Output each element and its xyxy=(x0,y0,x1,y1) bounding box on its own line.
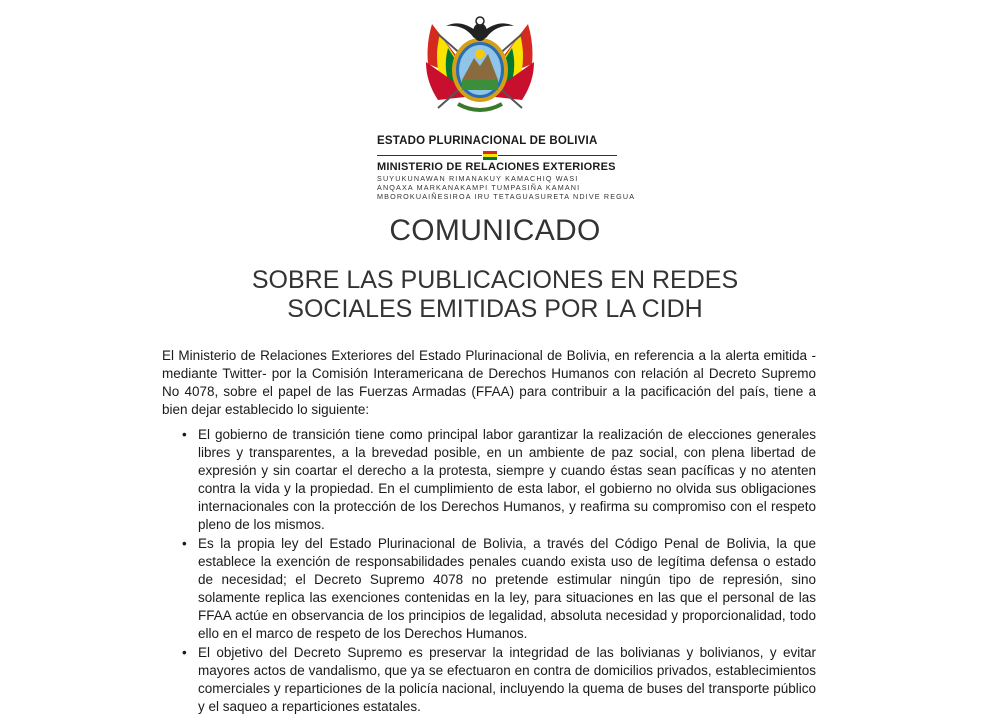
list-item xyxy=(162,535,816,643)
document-subtitle xyxy=(0,266,990,324)
intro-paragraph: El Ministerio de Relaciones Exteriores del Estado Plurinacional de Bolivia, en referencia a la alerta emitida -mediante Twitter- por la Comisión Interamericana de Derechos Humanos con relación al Decreto Supremo No 4078, sobre el papel de las Fuerzas Armadas (FFAA) para contribuir a la pacificación del país, tiene a bien dejar establecido lo siguiente: xyxy=(162,348,816,417)
ministry-name-quechua: SUYUKUNAWAN RIMANAKUY KAMACHIQ WASI xyxy=(377,174,579,183)
statement-list xyxy=(162,426,816,717)
bullet-icon: • xyxy=(182,427,187,442)
bolivia-flag-icon xyxy=(482,150,498,161)
subtitle-line: SOCIALES EMITIDAS POR LA CIDH xyxy=(287,295,703,323)
ministry-name: MINISTERIO DE RELACIONES EXTERIORES xyxy=(377,161,616,173)
state-name: ESTADO PLURINACIONAL DE BOLIVIA xyxy=(377,135,598,147)
bullet-icon: • xyxy=(182,536,187,551)
document-title: COMUNICADO xyxy=(389,214,601,247)
letterhead-divider xyxy=(377,150,617,160)
list-item-text: El objetivo del Decreto Supremo es preservar la integridad de las bolivianas y bolivianos, y evitar mayores actos de vandalismo, que ya se efectuaron en contra de domicilios privados, establecimientos comerciales y reparticiones de la policía nacional, incluyendo la quema de buses del transporte público y el saqueo a reparticiones estatales. xyxy=(198,645,816,714)
coat-of-arms-emblem xyxy=(418,4,542,124)
list-item-text: Es la propia ley del Estado Plurinacional de Bolivia, a través del Código Penal de Bolivia, la que establece la exención de responsabilidades penales cuando exista uso de legítima defensa o estado de necesidad; el Decreto Supremo 4078 no pretende estimular ningún tipo de represión, sino solamente replica las exenciones contenidas en la ley, para situaciones en las que el personal de las FFAA actúe en observancia de los principios de legalidad, absoluta necesidad y proporcionalidad, todo ello en el marco de respeto de los Derechos Humanos. xyxy=(198,536,816,641)
list-item xyxy=(162,644,816,716)
subtitle-line: SOBRE LAS PUBLICACIONES EN REDES xyxy=(251,266,739,294)
ministry-name-guarani: MBOROKUAIÑESIROA IRU TETAGUASURETA NDIVE REGUA xyxy=(377,192,636,201)
bullet-icon: • xyxy=(182,645,187,660)
list-item xyxy=(162,426,816,534)
ministry-name-aymara: ANQAXA MARKANAKAMPI TUMPASIÑA KAMANI xyxy=(377,183,581,192)
letterhead xyxy=(377,134,636,201)
list-item-text: El gobierno de transición tiene como principal labor garantizar la realización de elecciones generales libres y transparentes, a la brevedad posible, en un ambiente de paz social, con plena libertad de expresión y sin coartar el derecho a la protesta, siempre y cuando éstas sean pacíficas y no atenten contra la vida y la propiedad. En el cumplimiento de esta labor, el gobierno no olvida sus obligaciones internacionales con la protección de los Derechos Humanos, y reafirma su compromiso con el respeto pleno de los mismos. xyxy=(198,427,816,532)
